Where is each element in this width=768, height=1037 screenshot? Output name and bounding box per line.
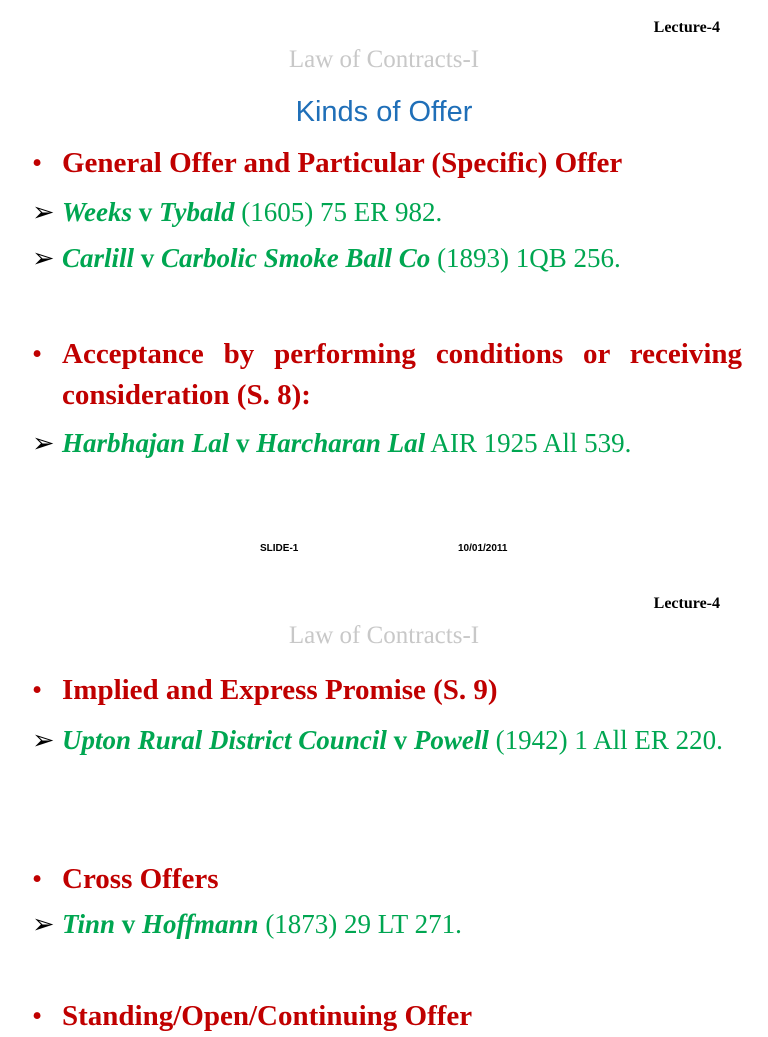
bullet-general-offer — [32, 143, 742, 184]
bullet-icon: • — [32, 863, 43, 895]
party-1: Weeks — [62, 197, 132, 227]
footer-slide-number: SLIDE-1 — [260, 543, 299, 554]
citation: (1942) 1 All ER 220. — [488, 725, 723, 755]
versus: v — [393, 725, 408, 755]
case-citation — [62, 904, 742, 944]
bullet-text: Implied and Express Promise (S. 9) — [62, 674, 498, 706]
party-1: Harbhajan Lal — [62, 428, 230, 458]
bullet-icon: • — [32, 1000, 43, 1032]
arrow-bullet-icon: ➢ — [32, 197, 55, 227]
bullet-text: Standing/Open/Continuing Offer — [62, 1000, 473, 1032]
footer-date: 10/01/2011 — [458, 543, 508, 554]
party-2: Hoffmann — [142, 909, 259, 939]
citation: (1873) 29 LT 271. — [258, 909, 462, 939]
case-upton — [32, 720, 742, 760]
versus: v — [140, 243, 155, 273]
bullet-icon: • — [32, 338, 43, 370]
arrow-bullet-icon: ➢ — [32, 725, 55, 755]
course-title: Law of Contracts-I — [288, 622, 480, 649]
slide-2 — [0, 576, 768, 1032]
party-2: Powell — [413, 725, 489, 755]
bullet-implied-express — [32, 670, 742, 711]
case-tinn-v-hoffmann — [32, 904, 742, 944]
versus: v — [236, 428, 250, 458]
lecture-label: Lecture-4 — [653, 19, 720, 36]
bullet-standing-offer — [32, 996, 742, 1037]
case-harbhajan — [32, 423, 742, 463]
slide-title: Kinds of Offer — [295, 96, 473, 128]
case-citation — [62, 423, 742, 463]
arrow-bullet-icon: ➢ — [32, 428, 55, 458]
arrow-bullet-icon: ➢ — [32, 243, 55, 273]
party-1: Carlill — [62, 243, 135, 273]
lecture-label: Lecture-4 — [653, 595, 720, 612]
case-carlill — [32, 238, 742, 278]
bullet-icon: • — [32, 147, 43, 179]
citation: (1893) 1QB 256. — [430, 243, 621, 273]
case-citation — [62, 720, 742, 760]
versus: v — [121, 909, 136, 939]
party-1: Tinn — [62, 909, 116, 939]
party-2: Tybald — [158, 197, 235, 227]
bullet-icon: • — [32, 674, 43, 706]
party-2: Harcharan Lal — [256, 428, 426, 458]
bullet-text: Acceptance by performing conditions or receiving consideration (S. 8): — [62, 338, 742, 411]
party-1: Upton Rural District Council — [62, 725, 387, 755]
course-title: Law of Contracts-I — [288, 46, 480, 73]
citation: (1605) 75 ER 982. — [234, 197, 443, 227]
citation: AIR 1925 All 539. — [425, 428, 632, 458]
versus: v — [138, 197, 153, 227]
bullet-text: Cross Offers — [62, 863, 219, 895]
arrow-bullet-icon: ➢ — [32, 909, 55, 939]
case-citation — [62, 192, 742, 232]
case-citation — [62, 238, 742, 278]
case-weeks-v-tybald — [32, 192, 742, 232]
bullet-cross-offers — [32, 859, 742, 900]
bullet-text: General Offer and Particular (Specific) Offer — [62, 147, 623, 179]
party-2: Carbolic Smoke Ball Co — [161, 243, 431, 273]
bullet-acceptance — [32, 334, 742, 416]
